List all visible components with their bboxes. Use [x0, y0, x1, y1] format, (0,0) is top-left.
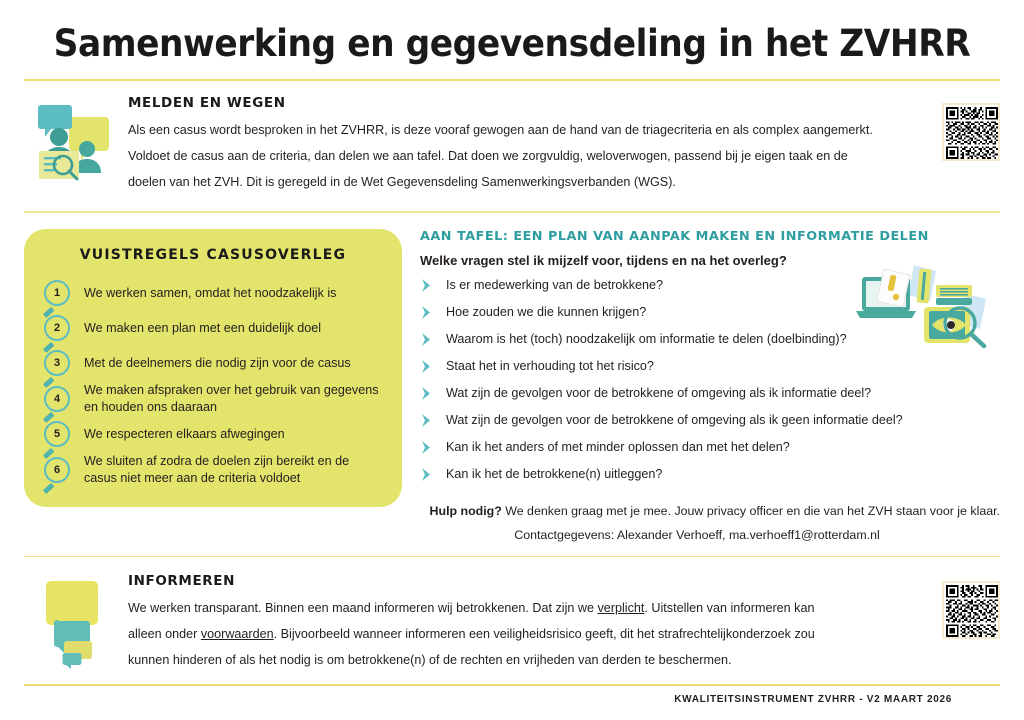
chevron-right-icon — [420, 411, 446, 433]
melden-text-column — [124, 95, 930, 195]
chevron-right-icon — [420, 357, 446, 379]
chevron-right-icon — [420, 276, 446, 298]
rule-text: We maken een plan met een duidelijk doel — [84, 320, 322, 335]
list-item — [420, 357, 1000, 384]
question-text: Is er medewerking van de betrokkene? — [446, 277, 664, 292]
chevron-right-icon — [420, 438, 446, 460]
informeren-heading: INFORMEREN — [128, 573, 235, 590]
qr-code-melden[interactable] — [942, 103, 1000, 161]
voorwaarden-link[interactable]: voorwaarden — [200, 627, 274, 642]
section-informeren — [0, 557, 1024, 673]
chevron-right-icon — [420, 465, 446, 487]
question-text: Wat zijn de gevolgen voor de betrokkene of omgeving als ik informatie deel? — [446, 385, 872, 400]
melden-illustration-column — [24, 95, 124, 195]
list-item — [420, 438, 1000, 465]
aantafel-column — [420, 229, 1000, 542]
rule-number-badge: 6 — [44, 457, 70, 483]
title-bar — [0, 0, 1024, 65]
question-text: Wat zijn de gevolgen voor de betrokkene of omgeving als ik geen informatie deel? — [446, 412, 903, 427]
chevron-right-icon — [420, 384, 446, 406]
help-line — [420, 502, 1000, 522]
laptop-documents-tablet-eye-magnifier-icon — [856, 263, 996, 351]
qr-code-informeren[interactable] — [942, 581, 1000, 639]
informeren-text-column — [124, 573, 930, 673]
informeren-paragraph-2 — [128, 622, 930, 648]
help-text: We denken graag met je mee. Jouw privacy officer en die van het ZVH staan voor je klaar. — [501, 503, 1000, 518]
rule-text: We maken afspraken over het gebruik van gegevens en houden ons daaraan — [84, 382, 379, 414]
question-text: Hoe zouden we die kunnen krijgen? — [446, 304, 647, 319]
list-item — [420, 384, 1000, 411]
list-item — [44, 382, 382, 416]
section-melden-en-wegen — [0, 81, 1024, 195]
informeren-qr-column — [930, 573, 1000, 673]
list-item — [420, 411, 1000, 438]
page-title: Samenwerking en gegevensdeling in het ZVHRR — [53, 22, 971, 65]
rule-number-badge: 3 — [44, 350, 70, 376]
informeren-line2-a: alleen onder — [128, 627, 201, 642]
question-text: Staat het in verhouding tot het risico? — [446, 358, 654, 373]
aantafel-subheading: Welke vragen stel ik mijzelf voor, tijdens en na het overleg? — [420, 252, 787, 268]
informeren-paragraph-1 — [128, 596, 930, 622]
question-text: Kan ik het de betrokkene(n) uitleggen? — [446, 466, 663, 481]
list-item — [44, 277, 382, 310]
informeren-line2-b: . Bijvoorbeeld wanneer informeren een veiligheidsrisico geeft, dit het strafrechtelijkonderzoek zou — [273, 627, 815, 642]
rule-text: Met de deelnemers die nodig zijn voor de casus — [84, 355, 351, 370]
vuistregels-list — [44, 277, 382, 487]
rule-number-badge: 5 — [44, 421, 70, 447]
vuistregels-column — [24, 229, 402, 542]
chevron-right-icon — [420, 330, 446, 352]
rule-number-badge: 4 — [44, 386, 70, 412]
chevron-right-icon — [420, 303, 446, 325]
contact-line: Contactgegevens: Alexander Verhoeff, ma.verhoeff1@rotterdam.nl — [514, 527, 880, 542]
footer-text: KWALITEITSINSTRUMENT ZVHRR - V2 MAART 2026 — [674, 693, 952, 705]
verplicht-link[interactable]: verplicht — [597, 601, 645, 616]
rule-number-badge: 1 — [44, 280, 70, 306]
melden-heading: MELDEN EN WEGEN — [128, 95, 286, 111]
informeren-paragraph-3: kunnen hinderen of als het nodig is om betrokkene(n) of de rechten en vrijheden van derden te beschermen. — [128, 652, 732, 667]
meeting-speech-bubbles-document-magnifier-icon — [35, 99, 113, 181]
informeren-illustration-column — [24, 573, 124, 673]
list-item — [44, 347, 382, 380]
vuistregels-box — [24, 229, 402, 507]
question-text: Waarom is het (toch) noodzakelijk om informatie te delen (doelbinding)? — [446, 331, 847, 346]
informeren-line1-b: . Uitstellen van informeren kan — [644, 601, 815, 616]
informeren-line1-a: We werken transparant. Binnen een maand informeren wij betrokkenen. Dat zijn we — [128, 601, 598, 616]
vuistregels-title: VUISTREGELS CASUSOVERLEG — [79, 246, 347, 263]
question-text: Kan ik het anders of met minder oplossen dan met het delen? — [446, 439, 790, 454]
rule-number-badge: 2 — [44, 315, 70, 341]
aantafel-illustration-wrap — [856, 263, 996, 356]
rule-text: We sluiten af zodra de doelen zijn bereikt en de casus niet meer aan de criteria voldoet — [84, 453, 350, 485]
section-middle-band — [0, 213, 1024, 542]
list-item — [44, 418, 382, 451]
aantafel-heading: AAN TAFEL: EEN PLAN VAN AANPAK MAKEN EN INFORMATIE DELEN — [420, 228, 929, 244]
list-item — [44, 312, 382, 345]
help-label: Hulp nodig? — [429, 503, 502, 518]
melden-qr-column — [930, 95, 1000, 195]
stacked-speech-bubbles-icon — [43, 577, 105, 669]
melden-paragraph-1: Als een casus wordt besproken in het ZVHRR, is deze vooraf gewogen aan de hand van de triagecriteria en als complex aangemerkt. — [128, 123, 873, 137]
rule-text: We respecteren elkaars afwegingen — [84, 426, 285, 441]
list-item — [44, 453, 382, 487]
melden-paragraph-3: doelen van het ZVH. Dit is geregeld in de Wet Gegevensdeling Samenwerkingsverbanden (WGS). — [128, 174, 676, 189]
rule-text: We werken samen, omdat het noodzakelijk is — [84, 285, 337, 300]
melden-paragraph-2: Voldoet de casus aan de criteria, dan delen we aan tafel. Dat doen we zorgvuldig, weloverwogen, passend bij je eigen taak en de — [128, 148, 848, 163]
list-item — [420, 465, 1000, 492]
